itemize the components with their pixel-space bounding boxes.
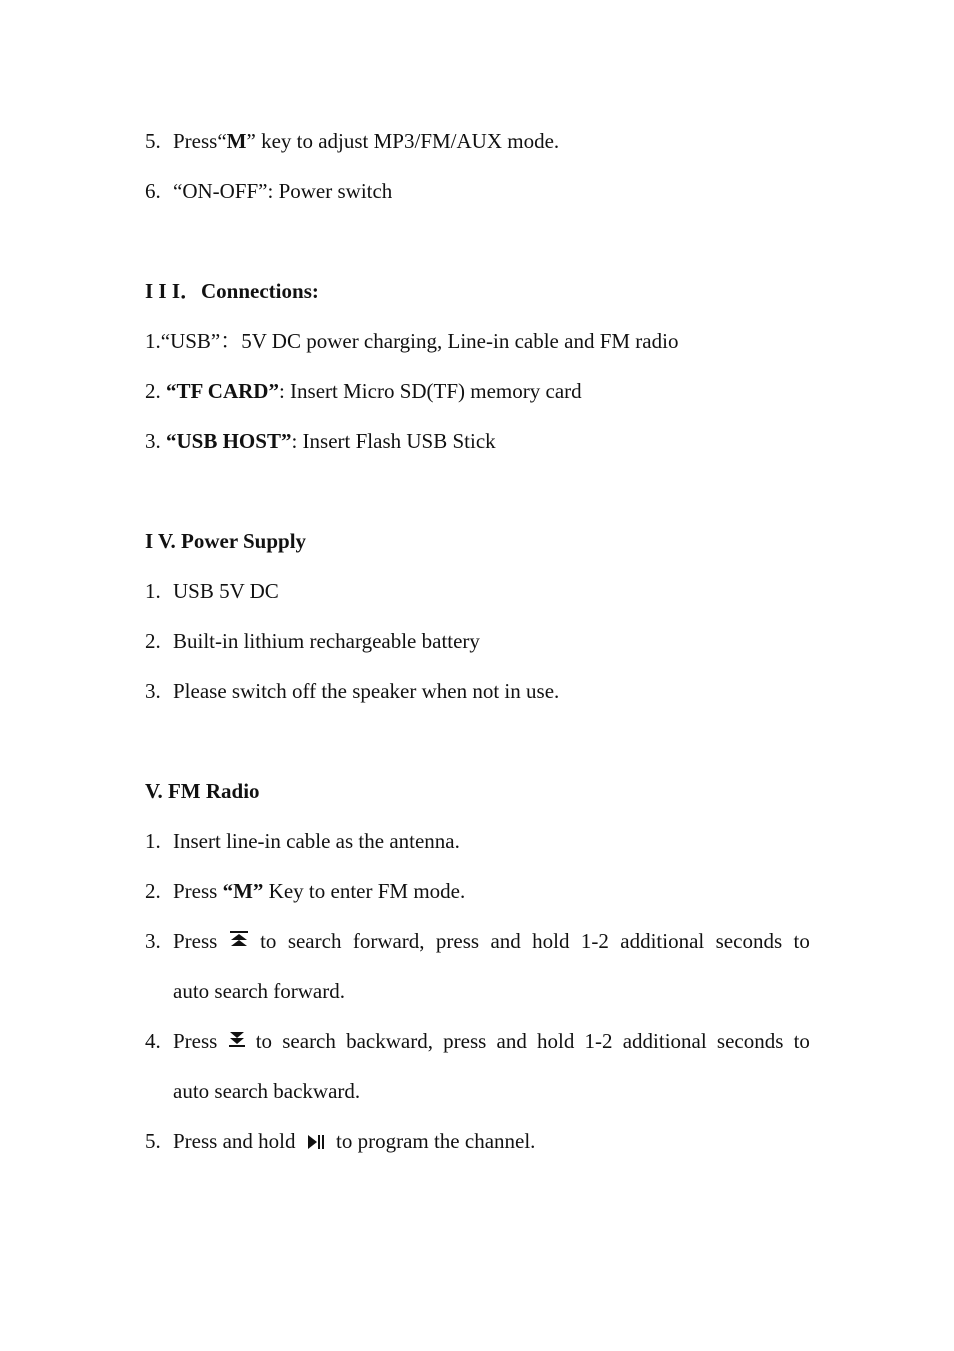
- item-number: 2.: [145, 629, 161, 653]
- section-heading-connections: I I I．Connections:: [145, 279, 319, 303]
- word: Press: [173, 929, 218, 953]
- item-text-pre: Press: [173, 879, 223, 903]
- list-item: [145, 628, 480, 654]
- word: to: [255, 1029, 273, 1053]
- section-heading-fm-radio: V. FM Radio: [145, 779, 260, 803]
- justified-text: [173, 1028, 810, 1054]
- key-name: “M”: [222, 879, 264, 903]
- item-text-pre: 3.: [145, 429, 166, 453]
- list-item: [145, 128, 559, 154]
- play-pause-icon: [307, 1131, 325, 1157]
- list-item: [145, 578, 279, 604]
- word: seconds: [716, 1029, 784, 1053]
- list-item: [145, 828, 460, 854]
- word: and: [496, 1029, 527, 1053]
- word: hold: [537, 1029, 575, 1053]
- word: press: [443, 1029, 487, 1053]
- item-number: 5.: [145, 1129, 161, 1153]
- item-text-pre: Press and hold: [173, 1129, 296, 1153]
- item-text-pre: Press“: [173, 129, 227, 153]
- list-item: [145, 178, 392, 204]
- item-number: 2.: [145, 879, 161, 903]
- search-backward-icon: [228, 1028, 246, 1054]
- list-item-continuation: auto search forward.: [173, 979, 345, 1003]
- key-name: M: [226, 129, 247, 153]
- word: 1-2: [584, 1029, 613, 1053]
- item-text: “ON-OFF”: Power switch: [173, 179, 393, 203]
- list-item: [145, 378, 582, 404]
- list-item: [145, 678, 559, 704]
- search-forward-icon: [229, 928, 249, 954]
- justified-text: [173, 928, 810, 954]
- item-text: USB 5V DC: [173, 579, 279, 603]
- item-number: 5.: [145, 129, 161, 153]
- word: additional: [620, 929, 705, 953]
- item-text: Insert line-in cable as the antenna.: [173, 829, 460, 853]
- word: 1-2: [580, 929, 609, 953]
- word: forward,: [352, 929, 425, 953]
- word: search: [282, 1029, 336, 1053]
- item-text: Please switch off the speaker when not in use.: [173, 679, 560, 703]
- word: press: [435, 929, 480, 953]
- word: additional: [622, 1029, 707, 1053]
- list-item: [145, 1128, 535, 1157]
- word: backward,: [346, 1029, 433, 1053]
- word: and: [490, 929, 521, 953]
- item-text-pre: 2.: [145, 379, 166, 403]
- section-heading-power-supply: I V. Power Supply: [145, 529, 307, 553]
- word: to: [793, 929, 810, 953]
- item-text-post: Key to enter FM mode.: [263, 879, 466, 903]
- word: Press: [173, 1029, 218, 1053]
- item-text: Built-in lithium rechargeable battery: [173, 629, 480, 653]
- list-item: [145, 428, 496, 454]
- word: hold: [532, 929, 570, 953]
- key-name: “TF CARD”: [166, 379, 279, 403]
- item-number: 6.: [145, 179, 161, 203]
- list-item: [145, 328, 678, 354]
- item-number: 3.: [145, 679, 161, 703]
- word: seconds: [715, 929, 783, 953]
- item-number: 1.: [145, 579, 161, 603]
- list-item: [145, 1028, 810, 1054]
- word: to: [793, 1029, 810, 1053]
- item-text-post: to program the channel.: [336, 1129, 536, 1153]
- list-item: [145, 878, 465, 904]
- item-text-post: : Insert Flash USB Stick: [291, 429, 496, 453]
- item-number: 4.: [145, 1029, 161, 1053]
- item-text-post: : Insert Micro SD(TF) memory card: [278, 379, 582, 403]
- item-number: 3.: [145, 929, 161, 953]
- key-name: “USB HOST”: [166, 429, 292, 453]
- word: search: [287, 929, 342, 953]
- word: to: [260, 929, 277, 953]
- item-text-post: ” key to adjust MP3/FM/AUX mode.: [246, 129, 560, 153]
- item-number: 1.: [145, 829, 161, 853]
- item-text: 1.“USB”：5V DC power charging, Line-in cable and FM radio: [145, 329, 679, 353]
- list-item-continuation: auto search backward.: [173, 1079, 361, 1103]
- list-item: [145, 928, 810, 954]
